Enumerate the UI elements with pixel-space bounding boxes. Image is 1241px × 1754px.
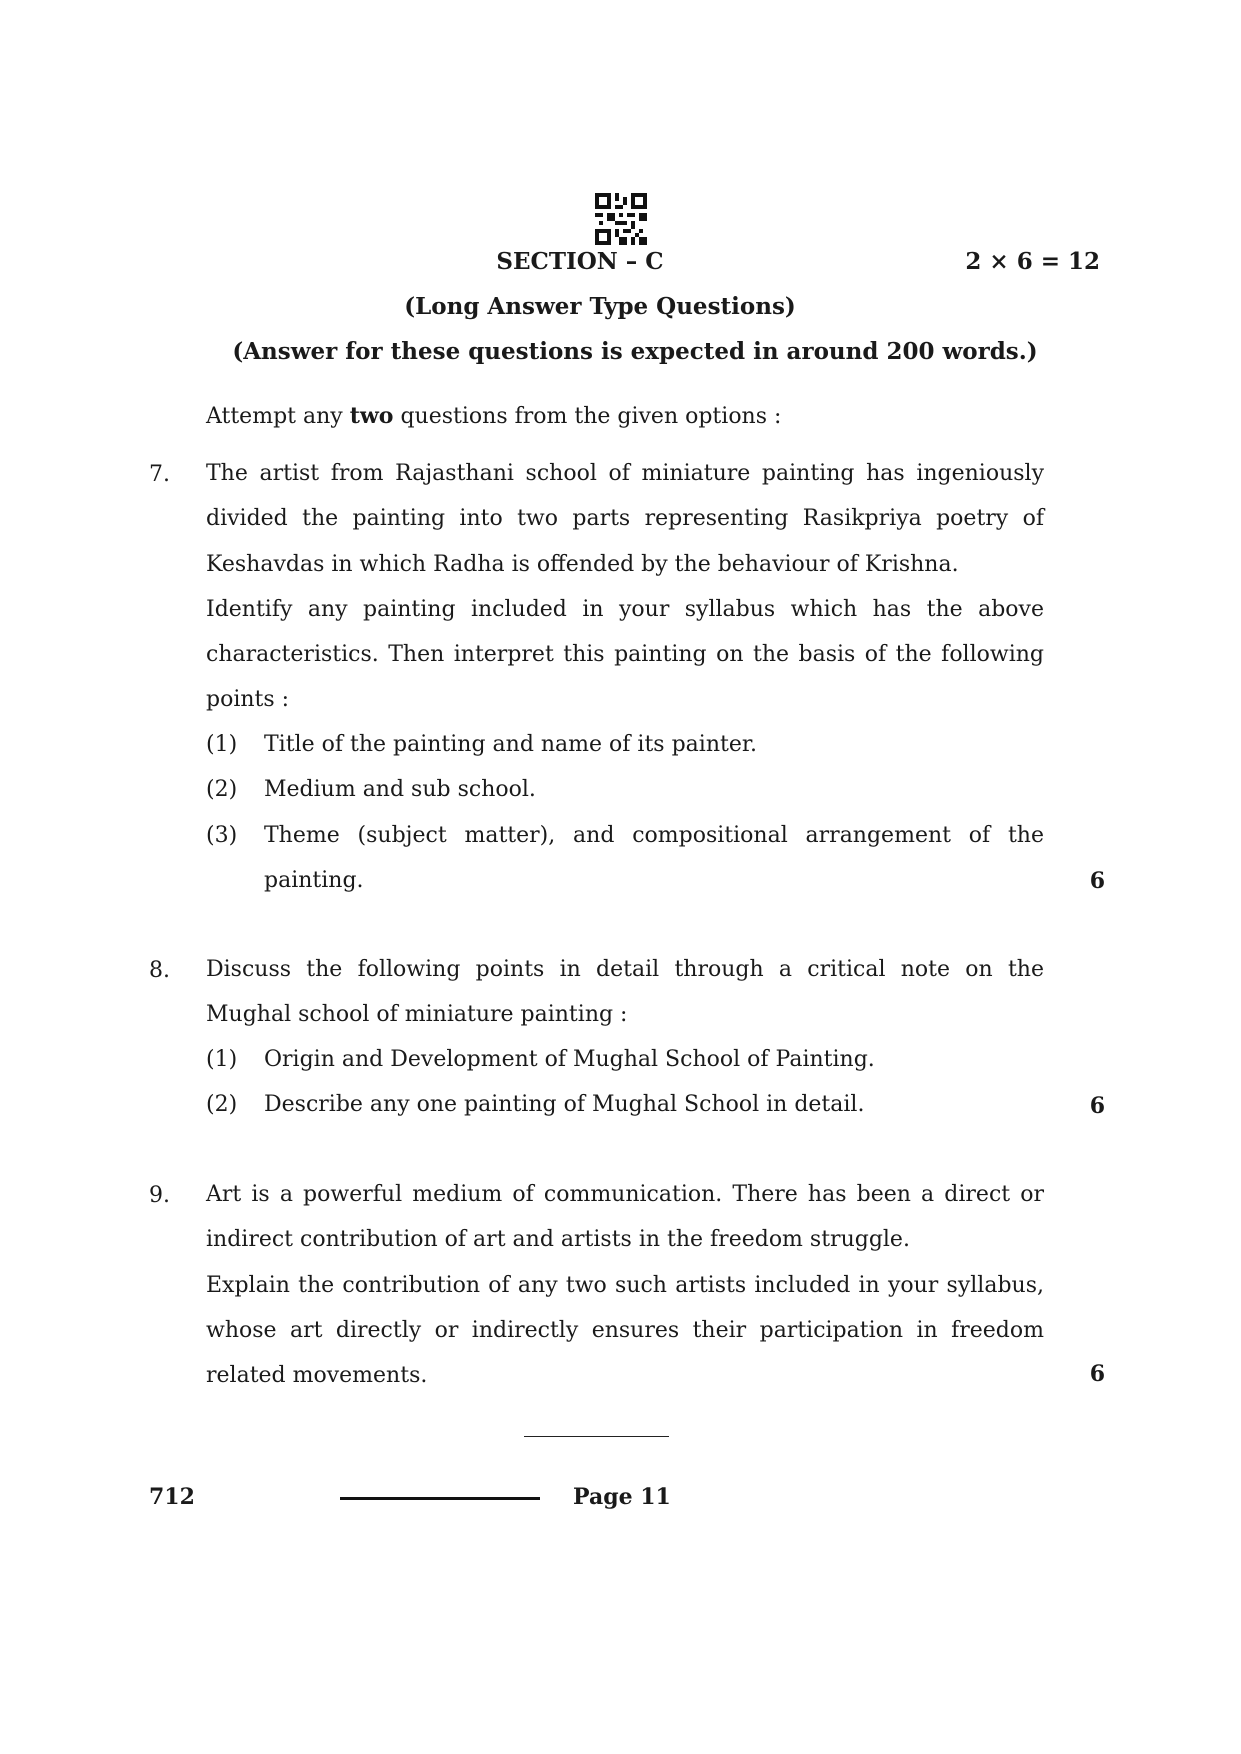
question-7-paragraph: The artist from Rajasthani school of miniature painting has ingeniously divided the painting into two parts representing Rasikpriya poetry of Keshavdas in which Radha is offended by the behaviour of Krishna.: [206, 461, 1044, 577]
section-title: SECTION – C: [496, 248, 664, 275]
list-item: [206, 767, 1044, 812]
list-item-text: Origin and Development of Mughal School of Painting.: [264, 1047, 875, 1072]
question-7-subitems: [206, 722, 1044, 903]
question-8-paragraph: Discuss the following points in detail through a critical note on the Mughal school of miniature painting :: [206, 957, 1044, 1028]
attempt-text-start: Attempt any: [206, 404, 350, 429]
attempt-text-end: questions from the given options :: [393, 404, 782, 429]
list-item: [206, 1082, 1044, 1127]
page-number: Page 11: [573, 1484, 671, 1510]
list-item: [206, 1037, 1044, 1082]
question-9-text: [206, 1172, 1044, 1398]
list-item: [206, 722, 1044, 767]
list-item-index: (1): [206, 1047, 238, 1072]
question-8-text: [206, 947, 1044, 1038]
list-item: [206, 813, 1044, 904]
question-9-number: 9.: [149, 1183, 170, 1208]
question-9-paragraph: Explain the contribution of any two such artists included in your syllabus, whose art directly or indirectly ensures their participation in freedom related movements.: [206, 1272, 1044, 1389]
end-of-section-rule: [524, 1436, 669, 1437]
qr-code-icon: [595, 193, 647, 245]
footer-divider: [340, 1497, 540, 1500]
paper-code: 712: [149, 1484, 195, 1510]
list-item-text: Theme (subject matter), and compositional arrangement of the painting.: [264, 822, 1044, 893]
list-item-text: Medium and sub school.: [264, 777, 536, 803]
question-8-subitems: [206, 1037, 1044, 1128]
list-item-text: Describe any one painting of Mughal School in detail.: [264, 1092, 865, 1118]
list-item-index: (2): [206, 1092, 238, 1118]
list-item-index: (1): [206, 732, 238, 757]
question-8-marks: 6: [1089, 1093, 1105, 1119]
attempt-count: two: [349, 403, 394, 429]
question-8-number: 8.: [149, 958, 170, 983]
question-7-text: [206, 451, 1044, 723]
question-9-marks: 6: [1089, 1361, 1105, 1387]
attempt-instruction: [206, 403, 781, 429]
list-item-text: Title of the painting and name of its painter.: [264, 732, 757, 757]
list-item-index: (2): [206, 777, 238, 803]
question-7-marks: 6: [1089, 868, 1105, 894]
question-7-number: 7.: [149, 462, 170, 487]
section-subtitle: (Long Answer Type Questions): [404, 293, 796, 320]
list-item-index: (3): [206, 822, 238, 848]
question-7-paragraph: Identify any painting included in your syllabus which has the above characteristics. Then interpret this painting on the basis of the following points :: [206, 596, 1044, 713]
question-9-paragraph: Art is a powerful medium of communication. There has been a direct or indirect contribution of art and artists in the freedom struggle.: [206, 1182, 1044, 1253]
section-marks: 2 × 6 = 12: [965, 248, 1100, 275]
word-limit-instruction: (Answer for these questions is expected in around 200 words.): [232, 338, 1038, 365]
